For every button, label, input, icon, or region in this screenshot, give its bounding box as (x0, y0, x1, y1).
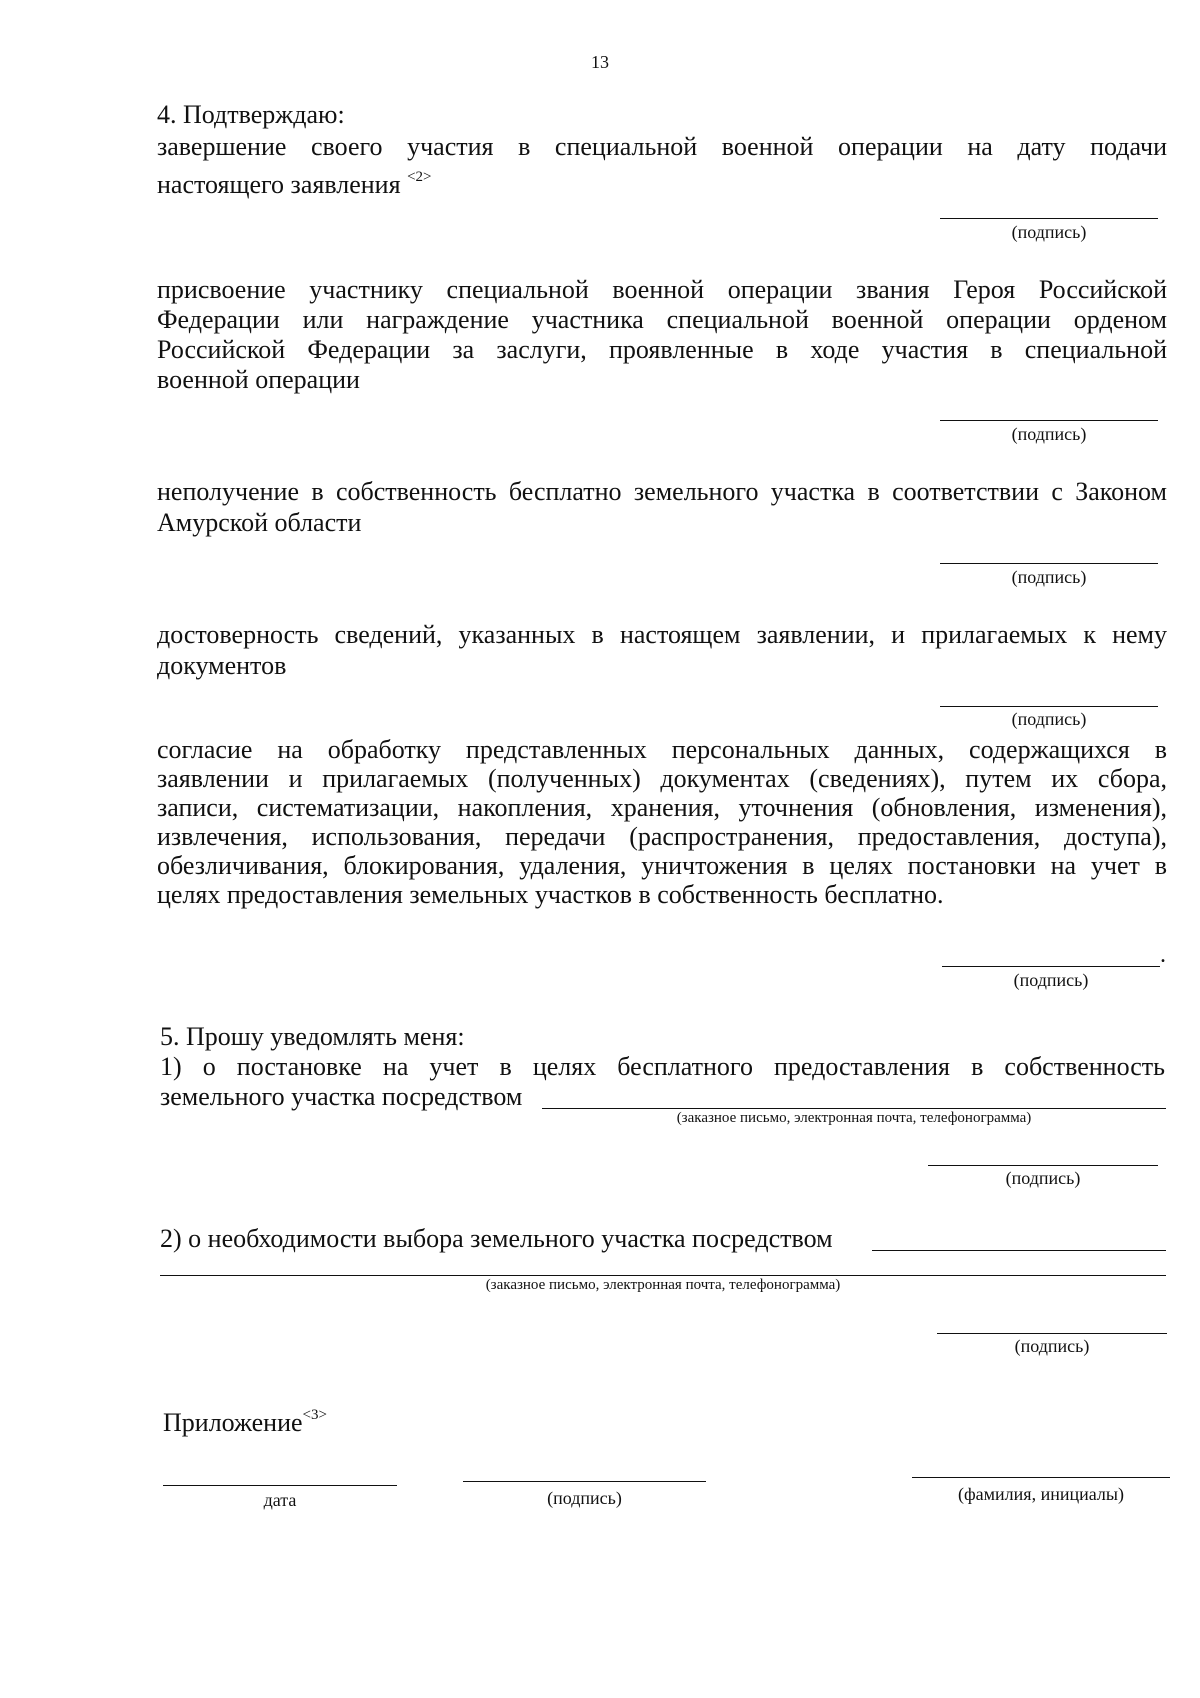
date-line[interactable] (163, 1485, 397, 1486)
notify-item-1-line-2: земельного участка посредством (160, 1082, 523, 1111)
section-4-heading: 4. Подтверждаю: (157, 100, 345, 129)
confirm-item-2-line-4: военной операции (157, 365, 360, 394)
notify-method-2-field-a[interactable] (872, 1250, 1166, 1251)
confirm-item-5-line-3: записи, систематизации, накопления, хранения, уточнения (обновления, изменения), (157, 793, 1167, 822)
confirm-item-5-line-4: извлечения, использования, передачи (распространения, предоставления, доступа), (157, 822, 1167, 851)
signature-line-7 (937, 1333, 1167, 1334)
name-line[interactable] (912, 1477, 1170, 1478)
signature-caption-2: (подпись) (1011, 424, 1087, 444)
notify-method-1-field[interactable] (542, 1108, 1166, 1109)
confirm-item-5-line-1: согласие на обработку представленных персональных данных, содержащихся в (157, 735, 1167, 764)
confirm-item-1-line-2 (157, 162, 431, 200)
confirm-item-5-line-6: целях предоставления земельных участков в собственность бесплатно. (157, 880, 944, 909)
signature-line-5 (942, 966, 1160, 967)
footer-signature-caption: (подпись) (547, 1488, 622, 1508)
signature-caption-7: (подпись) (1014, 1336, 1090, 1356)
confirm-item-3-line-2: Амурской области (157, 508, 362, 537)
confirm-item-1-line-1: завершение своего участия в специальной военной операции на дату подачи (157, 132, 1167, 161)
signature-line-4 (940, 706, 1158, 707)
confirm-item-3-line-1: неполучение в собственность бесплатно земельного участка в соответствии с Законом (157, 477, 1167, 506)
footnote-ref-2: <2> (407, 169, 432, 185)
confirm-item-2-line-1: присвоение участнику специальной военной операции звания Героя Российской (157, 275, 1167, 304)
date-caption: дата (263, 1490, 297, 1510)
footnote-ref-3: <3> (302, 1407, 327, 1423)
confirm-item-5-line-5: обезличивания, блокирования, удаления, уничтожения в целях постановки на учет в (157, 851, 1167, 880)
footer-signature-line[interactable] (463, 1481, 706, 1482)
confirm-item-4-line-2: документов (157, 651, 287, 680)
signature-caption-6: (подпись) (1005, 1168, 1081, 1188)
section-5-heading: 5. Прошу уведомлять меня: (160, 1022, 465, 1051)
confirm-item-5-line-2: заявлении и прилагаемых (полученных) документах (сведениях), путем их сбора, (157, 764, 1167, 793)
signature-caption-4: (подпись) (1011, 709, 1087, 729)
notify-method-2-caption: (заказное письмо, электронная почта, телефонограмма) (485, 1277, 841, 1293)
signature-line-3 (940, 563, 1158, 564)
confirm-item-2-line-2: Федерации или награждение участника специальной военной операции орденом (157, 305, 1167, 334)
signature-line-5-dot: . (1160, 942, 1166, 968)
confirm-item-2-line-3: Российской Федерации за заслуги, проявленные в ходе участия в специальной (157, 335, 1167, 364)
page-number: 13 (591, 52, 609, 72)
notify-item-2-line-1: 2) о необходимости выбора земельного участка посредством (160, 1224, 833, 1253)
notify-item-1-line-1: 1) о постановке на учет в целях бесплатного предоставления в собственность (160, 1052, 1165, 1081)
signature-caption-3: (подпись) (1011, 567, 1087, 587)
signature-line-2 (940, 420, 1158, 421)
signature-line-6 (928, 1165, 1158, 1166)
signature-caption-1: (подпись) (1011, 222, 1087, 242)
appendix-text: Приложение (163, 1408, 303, 1437)
confirm-item-4-line-1: достоверность сведений, указанных в настоящем заявлении, и прилагаемых к нему (157, 620, 1167, 649)
signature-caption-5: (подпись) (1013, 970, 1089, 990)
signature-line-1 (940, 218, 1158, 219)
appendix-label (163, 1400, 327, 1438)
confirm-item-1-text: настоящего заявления (157, 170, 401, 199)
notify-method-2-field-b[interactable] (160, 1275, 1166, 1276)
name-caption: (фамилия, инициалы) (958, 1484, 1124, 1504)
notify-method-1-caption: (заказное письмо, электронная почта, телефонограмма) (676, 1110, 1032, 1126)
